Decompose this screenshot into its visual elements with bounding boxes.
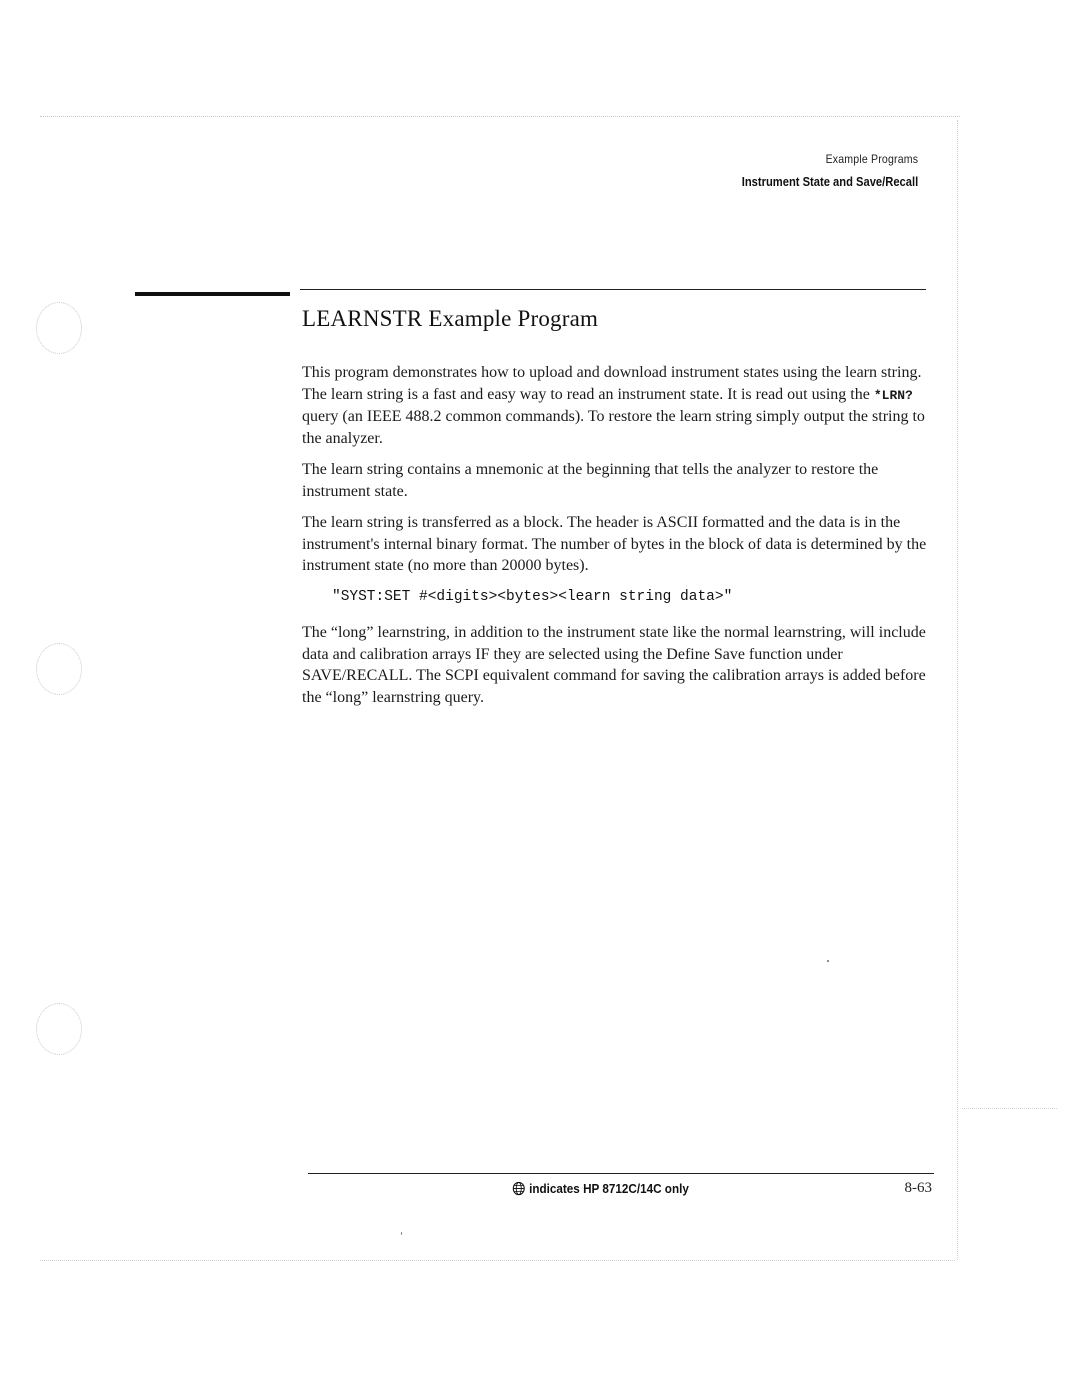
section-rule-thick [135, 292, 290, 296]
globe-icon [512, 1181, 526, 1196]
footer-note-text: indicates HP 8712C/14C only [529, 1181, 689, 1196]
scan-edge-top [40, 116, 960, 117]
footer-note [512, 1181, 689, 1196]
paragraph-intro-before: This program demonstrates how to upload and download instrument states using the learn string. The learn string is a fast and easy way to read an instrument state. It is read out using the [302, 364, 922, 403]
page-number: 8-63 [904, 1180, 932, 1196]
footer-rule [308, 1173, 934, 1174]
punch-hole-middle [36, 643, 82, 695]
running-header [713, 152, 918, 189]
scan-edge-right [957, 120, 958, 1260]
punch-hole-top [36, 302, 82, 354]
paragraph-block: The learn string is transferred as a block. The header is ASCII formatted and the data is in the instrument's internal binary format. The number of bytes in the block of data is determined by the instrument state (no more than 20000 bytes). [302, 514, 927, 574]
punch-hole-bottom [36, 1003, 82, 1055]
paragraph-long-learnstring: The “long” learnstring, in addition to the instrument state like the normal learnstring, will include data and calibration arrays IF they are selected using the Define Save function under SAVE/RECALL. The SCPI equivalent command for saving the calibration arrays is added before the “long” learnstring query. [302, 624, 926, 706]
paragraph-mnemonic: The learn string contains a mnemonic at the beginning that tells the analyzer to restore the instrument state. [302, 461, 879, 500]
scan-edge-stub [962, 1108, 1057, 1109]
paragraph-intro [302, 362, 932, 449]
header-section: Example Programs [825, 152, 918, 166]
scan-speck [401, 1232, 402, 1235]
page-title: LEARNSTR Example Program [302, 306, 599, 331]
scan-edge-bottom [40, 1260, 955, 1261]
header-subsection: Instrument State and Save/Recall [741, 174, 918, 189]
paragraph-intro-after: query (an IEEE 488.2 common commands). To restore the learn string simply output the string to the analyzer. [302, 408, 925, 447]
scan-speck [827, 960, 829, 962]
body-text [302, 362, 932, 718]
section-rule-thin [300, 289, 926, 290]
lrn-query-code: *LRN? [873, 387, 913, 403]
code-example: "SYST:SET #<digits><bytes><learn string data>" [332, 588, 733, 605]
